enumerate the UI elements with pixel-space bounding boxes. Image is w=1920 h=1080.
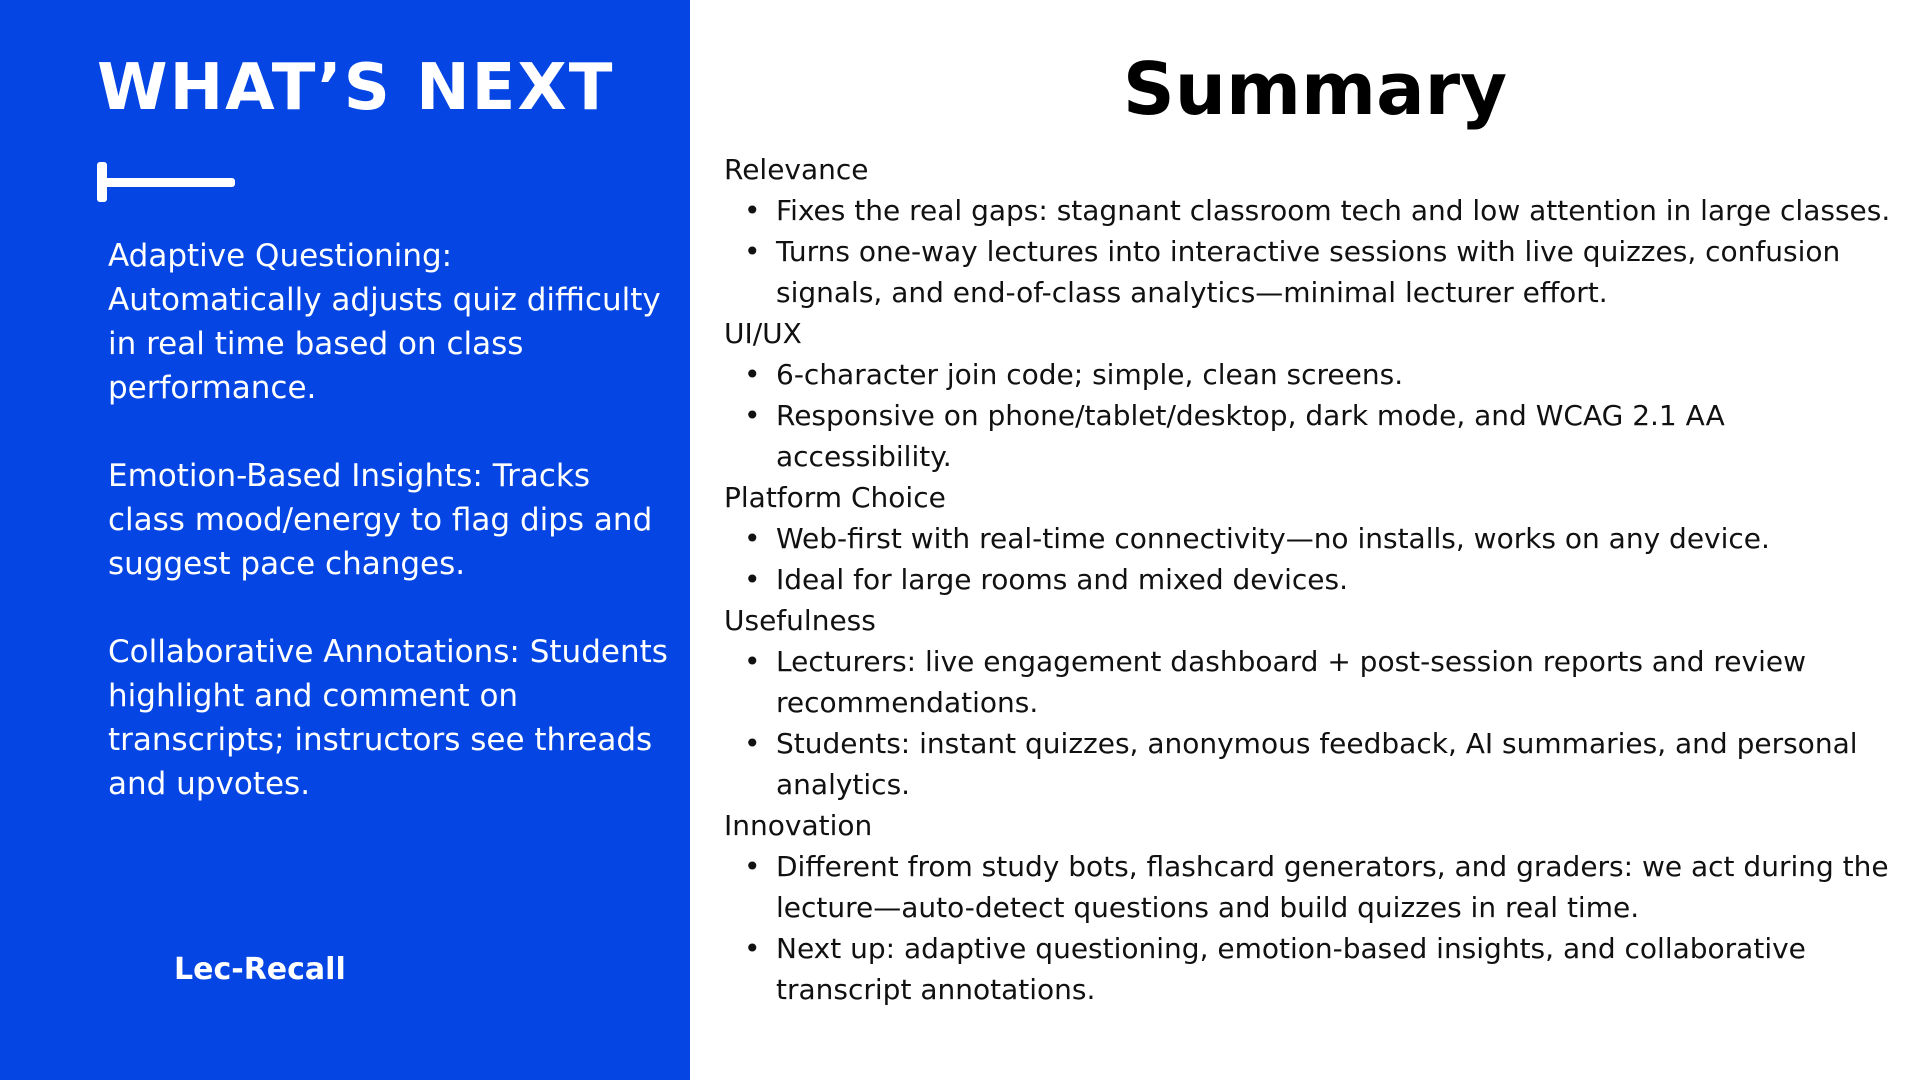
- divider-line: [97, 178, 235, 187]
- bullet-item: • Responsive on phone/tablet/desktop, dark mode, and WCAG 2.1 AA accessibility.: [724, 395, 1904, 477]
- bullet-item: • Ideal for large rooms and mixed devices.: [724, 559, 1904, 600]
- bullet-item: • Turns one-way lectures into interactive sessions with live quizzes, confusion signals, and end-of-class analytics—minimal lecturer effort.: [724, 231, 1904, 313]
- whats-next-heading: WHAT’S NEXT: [97, 51, 615, 125]
- section-usefulness: [724, 600, 1904, 805]
- bullet-item: • Lecturers: live engagement dashboard + post-session reports and review recommendations.: [724, 641, 1904, 723]
- section-heading: Relevance: [724, 153, 869, 186]
- bullet-item: • Different from study bots, flashcard generators, and graders: we act during the lecture—auto-detect questions and build quizzes in real time.: [724, 846, 1904, 928]
- bullet-list: [724, 190, 1904, 313]
- whats-next-paragraph-adaptive: Adaptive Questioning: Automatically adjusts quiz difficulty in real time based on class performance.: [108, 238, 661, 406]
- section-heading: Usefulness: [724, 604, 876, 637]
- brand-name: Lec-Recall: [174, 952, 346, 987]
- summary-title: Summary: [1122, 47, 1508, 131]
- bullet-list: [724, 846, 1904, 1010]
- bullet-item: • Fixes the real gaps: stagnant classroom tech and low attention in large classes.: [724, 190, 1904, 231]
- section-relevance: [724, 149, 1904, 313]
- section-heading: Platform Choice: [724, 481, 946, 514]
- right-panel: [690, 0, 1920, 1080]
- bullet-item: • Web-first with real-time connectivity—no installs, works on any device.: [724, 518, 1904, 559]
- whats-next-paragraph-annotations: Collaborative Annotations: Students highlight and comment on transcripts; instructors see threads and upvotes.: [108, 634, 668, 802]
- section-heading: Innovation: [724, 809, 873, 842]
- summary-content: [724, 149, 1904, 1010]
- section-ui-ux: [724, 313, 1904, 477]
- bullet-item: • Next up: adaptive questioning, emotion-based insights, and collaborative transcript annotations.: [724, 928, 1904, 1010]
- bullet-item: • 6-character join code; simple, clean screens.: [724, 354, 1904, 395]
- left-panel: [0, 0, 690, 1080]
- whats-next-paragraph-emotion: Emotion-Based Insights: Tracks class mood/energy to flag dips and suggest pace changes.: [108, 458, 653, 582]
- bullet-list: [724, 354, 1904, 477]
- section-heading: UI/UX: [724, 317, 802, 350]
- whats-next-list: [108, 234, 668, 850]
- section-innovation: [724, 805, 1904, 1010]
- section-platform-choice: [724, 477, 1904, 600]
- bullet-list: [724, 518, 1904, 600]
- bullet-item: • Students: instant quizzes, anonymous feedback, AI summaries, and personal analytics.: [724, 723, 1904, 805]
- bullet-list: [724, 641, 1904, 805]
